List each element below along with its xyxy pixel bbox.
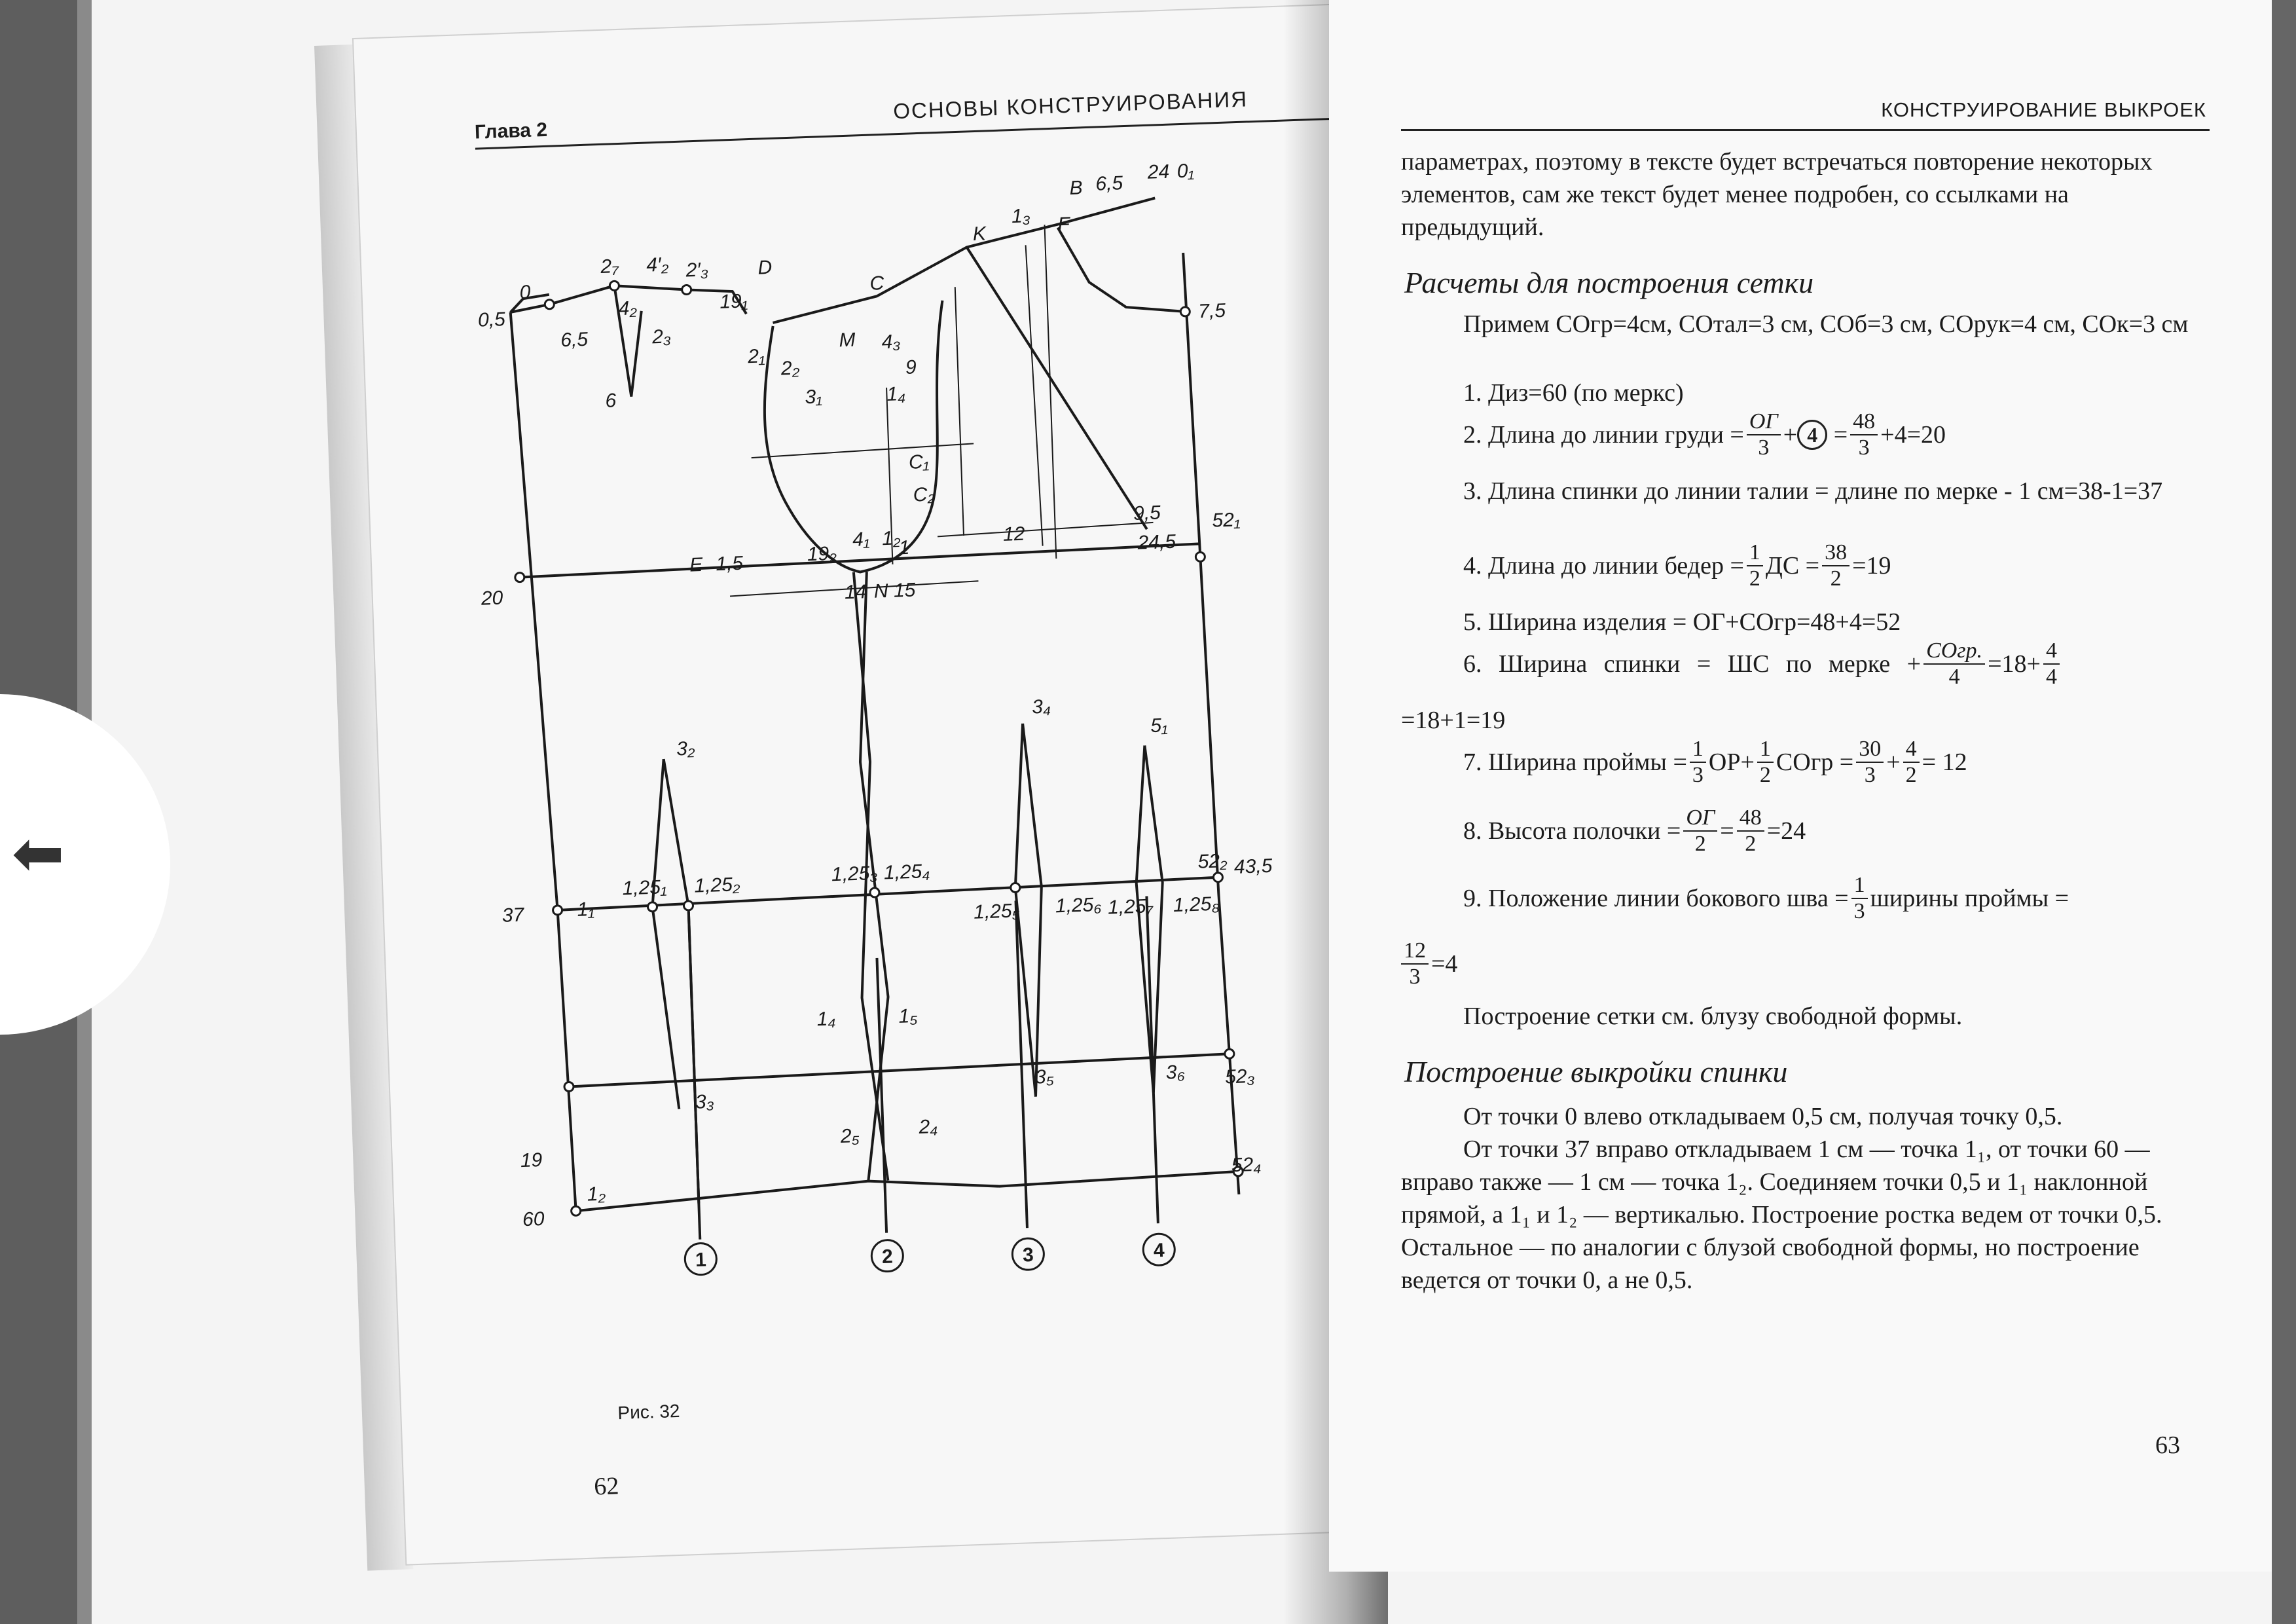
figure-point-label: 0₁: [1176, 160, 1195, 183]
section-title: ОСНОВЫ КОНСТРУИРОВАНИЯ: [892, 86, 1248, 124]
label-0: 0: [519, 281, 531, 304]
figure-point-label: 3₄: [1031, 695, 1051, 718]
figure-point-label: N: [873, 580, 889, 602]
scanner-edge-right: [2272, 0, 2296, 1624]
figure-point-label: 2₃: [651, 325, 672, 348]
figure-point-label: 15: [893, 579, 916, 602]
figure-point-label: 4: [1153, 1239, 1165, 1262]
figure-point-label: 2₂: [780, 357, 800, 380]
calc-item-5: 5. Ширина изделия = ОГ+СОгр=48+4=52: [1463, 608, 1901, 636]
calc-item-2: 2. Длина до линии груди = $\frac{ОГ}{3}$ + 4 = $\frac{48}{3}$ +4=20: [1463, 409, 1946, 460]
figure-point-label: 3: [1022, 1244, 1034, 1266]
figure-point-label: 9,5: [1133, 502, 1161, 525]
figure-point-label: 52₂: [1197, 850, 1228, 873]
intro-paragraph: параметрах, поэтому в тексте будет встречаться повторение некоторых элементов, сам же текст будет менее подробен, со ссылками на предыдущий.: [1401, 148, 2153, 241]
page-number-right: 63: [2155, 1431, 2180, 1459]
side-dart-b: [1023, 723, 1049, 1096]
figure-point-label: 4′₂: [646, 253, 669, 276]
figure-point-label: 1,5: [715, 552, 744, 576]
figure-point-label: 4₁: [852, 528, 870, 551]
figure-point-label: 1₂: [587, 1183, 606, 1206]
figure-point-label: 2: [881, 1246, 894, 1268]
figure-point-label: 19₁: [719, 290, 748, 313]
figure-point-label: 1,25₈: [1173, 893, 1220, 917]
figure-point-label: 1₄: [816, 1008, 836, 1031]
front-neck-curve: [1058, 223, 1186, 316]
figure-point-label: 2₇: [600, 255, 619, 278]
figure-point-label: 24: [1147, 160, 1170, 183]
calc-item-6-cont: =18+1=19: [1401, 707, 1506, 734]
figure-point-label: 1,25₇: [1107, 895, 1154, 919]
figure-point-label: 52₁: [1211, 509, 1241, 532]
paragraph-2: От точки 37 вправо откладываем 1 см — точка 1₁, от точки 60 — вправо также — 1 см — точка 1₂. Соединяем точки 0,5 и 1₁ наклонной прямой, а 1₁ и 1₂ — вертикалью. Построение ростка ведем от точки 0,5. Остальное — по аналогии с блузой свободной формы, но построение ведется от точки 0, а не 0,5.: [1401, 1135, 2162, 1294]
figure-point-label: 3₂: [676, 737, 695, 760]
figure-point-label: 1₁: [577, 898, 595, 921]
figure-point-label: 4₃: [881, 331, 901, 354]
figure-point-label: 6,5: [560, 328, 589, 352]
left-page: [354, 4, 1414, 1564]
figure-point-label: 7,5: [1197, 299, 1226, 323]
chapter-label: Глава 2: [474, 119, 548, 143]
figure-point-label: 2₄: [918, 1115, 938, 1138]
heading-back-pattern: Построение выкройки спинки: [1404, 1055, 1788, 1088]
figure-point-label: 24,5: [1137, 530, 1176, 554]
right-page: [1329, 0, 2272, 1572]
figure-point-label: 1₂: [881, 527, 901, 550]
calc-item-3: 3. Длина спинки до линии талии = длине по мерке - 1 см=38-1=37: [1463, 477, 2163, 505]
circled-four: 4: [1797, 420, 1827, 450]
figure-point-label: 19: [520, 1149, 543, 1172]
figure-point-label: 1: [898, 536, 910, 559]
figure-point-label: 1₃: [1011, 205, 1031, 228]
figure-point-label: 4₂: [618, 297, 638, 320]
figure-point-label: 1,25₄: [883, 860, 930, 884]
figure-point-label: E: [689, 553, 703, 576]
figure-point-label: 19₂: [807, 542, 837, 566]
figure-point-label: 1,25₆: [1055, 893, 1102, 917]
figure-point-label: 43,5: [1233, 855, 1273, 878]
calc-item-4: 4. Длина до линии бедер = $\frac{1}{2}$ ДС = $\frac{38}{2}$ =19: [1463, 540, 1891, 591]
heading-grid-calc: Расчеты для построения сетки: [1404, 266, 1814, 299]
hip-line: [568, 1054, 1230, 1086]
figure-point-label: M: [838, 329, 856, 352]
paragraph-1: От точки 0 влево откладываем 0,5 см, получая точку 0,5.: [1463, 1103, 2063, 1130]
figure-point-label: D: [757, 256, 773, 279]
running-header: КОНСТРУИРОВАНИЕ ВЫКРОЕК: [1881, 98, 2206, 121]
figure-point-label: 14: [844, 581, 867, 604]
figure-point-label: C₂: [913, 483, 936, 506]
calc-item-9-cont: $\frac{12}{3}$ =4: [1401, 938, 2213, 989]
back-arrow-icon[interactable]: ⬅: [12, 817, 65, 890]
grid-note: Построение сетки см. блузу свободной формы.: [1463, 1003, 1963, 1030]
figure-point-label: C₁: [908, 451, 930, 473]
back-dart-b: [647, 759, 680, 1110]
calc-item-6: 6. Ширина спинки = ШС по мерке + $\frac{\text{СОгр.}}{4}$ =18+ $\frac{4}{4}$: [1401, 638, 2275, 690]
figure-point-label: 6,5: [1095, 172, 1123, 195]
figure-point-label: 0,5: [477, 308, 506, 331]
figure-point-label: 60: [522, 1208, 545, 1231]
figure-point-label: C: [869, 272, 884, 295]
pattern-drawing: [467, 158, 1321, 1397]
calc-item-7: 7. Ширина проймы = $\frac{1}{3}$ ОР+ $\frac{1}{2}$ СОгр = $\frac{30}{3}$ + $\frac{4}{2}$ = 12: [1463, 737, 1967, 787]
figure-point-label: 3₆: [1165, 1061, 1186, 1084]
figure-point-label: 20: [481, 587, 503, 610]
figure-point-label: B: [1069, 177, 1084, 199]
figure-point-label: 52₃: [1224, 1065, 1255, 1088]
front-shoulder-line: [769, 198, 1159, 322]
figure-point-label: F: [1057, 213, 1070, 236]
figure-point-label: 2₅: [840, 1125, 860, 1148]
hem-line: [575, 1168, 1239, 1211]
figure-point-label: 9: [905, 356, 917, 378]
figure-point-label: K: [972, 223, 987, 246]
figure-point-label: 2′₃: [685, 259, 709, 282]
diag-k-line: [967, 241, 1147, 535]
back-dart: [664, 758, 699, 1204]
figure-point-label: 52₄: [1231, 1153, 1262, 1177]
figure-point-label: 37: [501, 904, 524, 927]
calc-item-1: 1. Диз=60 (по меркс): [1463, 379, 1684, 407]
figure-point-label: 1,25₃: [831, 862, 878, 886]
page-number-left: 62: [593, 1472, 620, 1501]
allowances-paragraph: Примем СОгр=4см, СОтал=3 см, СОб=3 см, СОрук=4 см, СОк=3 см: [1463, 310, 2189, 338]
figure-caption: Рис. 32: [617, 1400, 680, 1424]
figure-point-label: 6: [604, 390, 617, 412]
figure-point-label: 12: [1002, 523, 1025, 545]
figure-point-label: 1₄: [886, 382, 906, 405]
figure-point-label: 3₁: [804, 386, 823, 409]
figure-point-label: 1: [695, 1249, 707, 1271]
figure-point-label: 1,25₁: [621, 876, 667, 900]
figure-point-label: 1,25₂: [693, 874, 740, 897]
figure-point-label: 3₅: [1034, 1065, 1055, 1088]
calc-item-8: 8. Высота полочки = $\frac{ОГ}{2}$ = $\frac{48}{2}$ =24: [1463, 805, 1806, 856]
figure-point-label: 2₁: [747, 345, 766, 368]
header-rule-right: [1401, 129, 2210, 131]
calc-item-9: 9. Положение линии бокового шва = $\frac{1}{3}$ ширины проймы =: [1463, 873, 2069, 923]
figure-point-label: 3₃: [695, 1090, 715, 1113]
front-dart-b: [1141, 745, 1169, 1093]
figure-point-label: 1,25₅: [973, 900, 1021, 923]
figure-point-label: 5₁: [1150, 714, 1169, 737]
figure-point-label: 1₅: [898, 1005, 918, 1027]
back-edge-line: [511, 311, 576, 1212]
